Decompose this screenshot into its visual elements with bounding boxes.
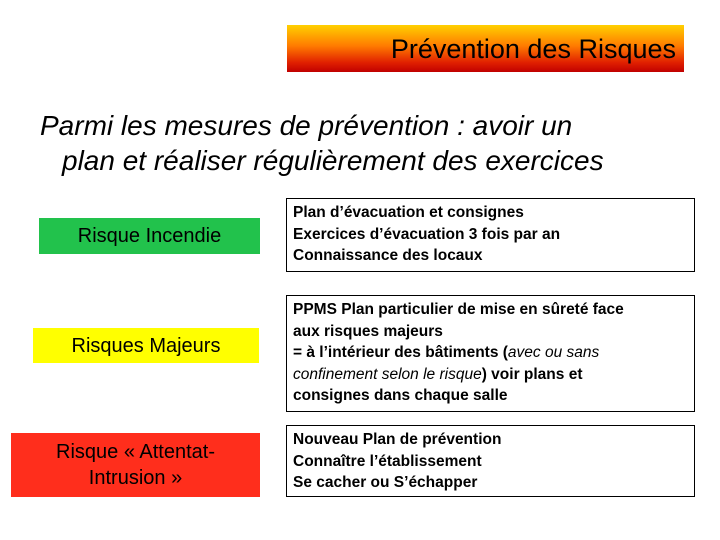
risk-label-fire-text: Risque Incendie xyxy=(77,225,222,247)
risk-label-attack xyxy=(11,433,260,497)
subtitle-line-2: plan et réaliser régulièrement des exercices xyxy=(62,145,604,176)
info-box-major xyxy=(286,295,695,412)
info-line: Nouveau Plan de prévention xyxy=(293,431,502,448)
risk-label-fire xyxy=(39,218,260,254)
subtitle xyxy=(40,108,700,178)
info-line-mixed xyxy=(293,364,688,386)
risk-label-major xyxy=(33,328,259,363)
info-text: = à l’intérieur des bâtiments ( xyxy=(293,344,508,361)
info-line: Connaître l’établissement xyxy=(293,452,482,470)
risk-label-attack-text xyxy=(56,439,215,491)
risk-label-attack-line-2: Intrusion » xyxy=(88,467,183,489)
risk-label-attack-line-1: Risque « Attentat- xyxy=(56,441,215,463)
info-box-fire xyxy=(286,198,695,272)
info-line: Se cacher ou S’échapper xyxy=(293,474,478,491)
info-text: ) voir plans et xyxy=(481,365,583,383)
info-line: PPMS Plan particulier de mise en sûreté face xyxy=(293,301,624,318)
info-text-italic: avec ou sans xyxy=(507,344,600,361)
risk-label-major-text: Risques Majeurs xyxy=(71,334,221,357)
info-line: Plan d’évacuation et consignes xyxy=(293,204,524,221)
title-banner xyxy=(287,25,684,72)
info-line: consignes dans chaque salle xyxy=(293,387,508,404)
info-line: Connaissance des locaux xyxy=(293,247,483,264)
info-line: Exercices d’évacuation 3 fois par an xyxy=(293,225,561,243)
info-line: aux risques majeurs xyxy=(293,322,443,340)
subtitle-line-1: Parmi les mesures de prévention : avoir un xyxy=(40,110,573,141)
info-text-italic: confinement selon le risque xyxy=(293,365,482,383)
info-box-attack xyxy=(286,425,695,497)
page-title: Prévention des Risques xyxy=(390,34,676,64)
info-line-mixed xyxy=(293,342,688,364)
